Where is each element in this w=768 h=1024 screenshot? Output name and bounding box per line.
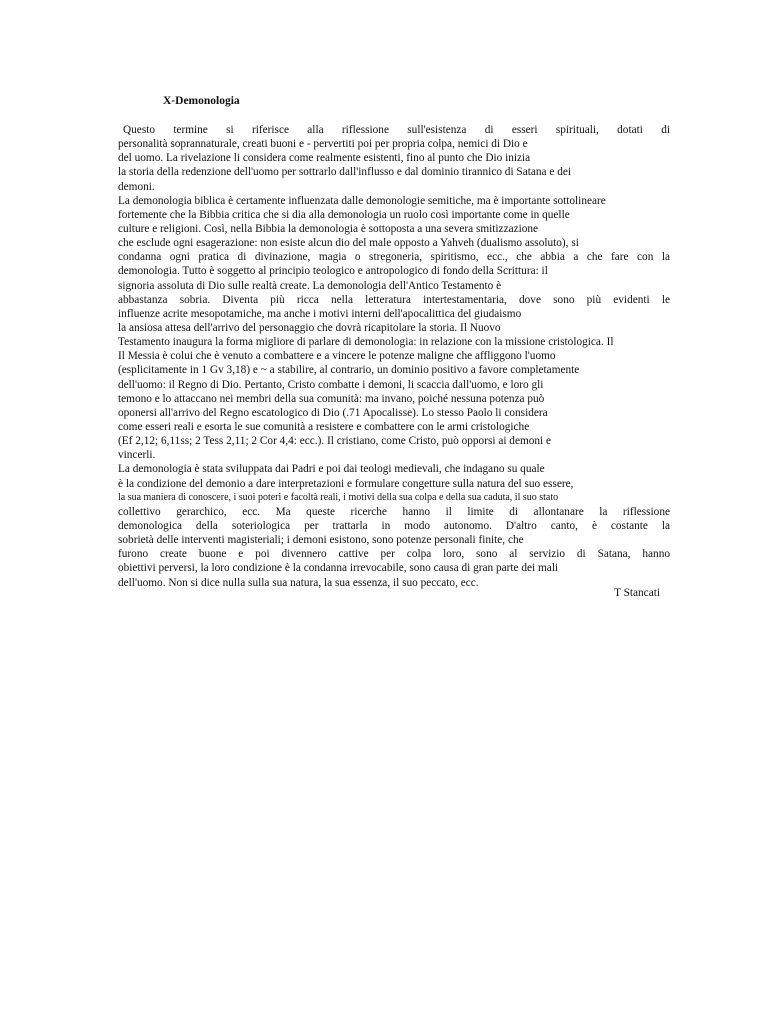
document-title: X-Demonologia <box>163 95 240 107</box>
text-line: La demonologia biblica è certamente influenzata dalle demonologie semitiche, ma è importante sottolineare <box>118 194 606 207</box>
text-line: collettivo gerarchico, ecc. Ma queste ricerche hanno il limite di allontanare la riflessione <box>118 505 670 518</box>
text-line: culture e religioni. Così, nella Bibbia la demonologia è sottoposta a una severa smitizzazione <box>118 222 539 235</box>
text-line: Questo termine si riferisce alla riflessione sull'esistenza di esseri spirituali, dotati di <box>123 124 670 136</box>
text-line: che esclude ogni esagerazione: non esiste alcun dio del male opposto a Yahveh (dualismo assoluto), si <box>118 237 579 250</box>
text-line: sobrietà delle interventi magisteriali; i demoni esistono, sono potenze personali finite, che <box>118 534 524 547</box>
text-line: demoni. <box>118 180 155 193</box>
text-line: furono create buone e poi divennero cattive per colpa loro, sono al servizio di Satana, hanno <box>118 548 670 561</box>
text-line: (Ef 2,12; 6,11ss; 2 Tess 2,11; 2 Cor 4,4: ecc.). Il cristiano, come Cristo, può opporsi ai demoni e <box>118 435 552 448</box>
text-line: temono e lo attaccano nei membri della sua comunità: ma invano, poiché nessuna potenza può <box>118 392 545 405</box>
text-line: abbastanza sobria. Diventa più ricca nella letteratura intertestamentaria, dove sono più evidenti le <box>118 293 670 306</box>
text-line: personalità soprannaturale, creati buoni e - pervertiti poi per propria colpa, nemici di Dio e <box>118 138 528 151</box>
text-line: del uomo. La rivelazione li considera come realmente esistenti, fino al punto che Dio inizia <box>118 152 531 165</box>
text-line: fortemente che la Bibbia critica che si dia alla demonologia un ruolo così importante come in quelle <box>118 208 570 221</box>
text-line: è la condizione del demonio a dare interpretazioni e formulare congetture sulla natura del suo essere, <box>118 477 574 490</box>
text-line: signoria assoluta di Dio sulle realtà create. La demonologia dell'Antico Testamento è <box>118 279 502 292</box>
text-line: dell'uomo: il Regno di Dio. Pertanto, Cristo combatte i demoni, li scaccia dall'uomo, e loro gli <box>118 378 544 391</box>
text-line: vincerli. <box>118 449 156 462</box>
text-line: demonologia. Tutto è soggetto al principio teologico e antropologico di fondo della Scrittura: il <box>118 265 548 278</box>
text-line: obiettivi perversi, la loro condizione è la condanna irrevocabile, sono causa di gran parte dei mali <box>118 562 559 575</box>
text-line: Il Messia è colui che è venuto a combattere e a vincere le potenze maligne che affliggono l'uomo <box>118 350 556 363</box>
text-line: la storia della redenzione dell'uomo per sottrarlo dall'influsso e dal dominio tirannico di Satana e dei <box>118 166 571 179</box>
text-line: dell'uomo. Non si dice nulla sulla sua natura, la sua essenza, il suo peccato, ecc. <box>118 576 479 589</box>
text-line: (esplicitamente in 1 Gv 3,18) e ~ a stabilire, al contrario, un dominio positivo a favore completamente <box>118 364 580 377</box>
text-line: condanna ogni pratica di divinazione, magia o stregoneria, spiritismo, ecc., che abbia a che fare con la <box>118 251 670 264</box>
text-line: demonologica della soteriologica per trattarla in modo autonomo. D'altro canto, è costante la <box>118 519 670 532</box>
text-line: la sua maniera di conoscere, i suoi poteri e facoltà reali, i motivi della sua colpa e della sua caduta, il suo stato <box>118 491 559 503</box>
text-line: oponersi all'arrivo del Regno escatologico di Dio (.71 Apocalisse). Lo stesso Paolo li considera <box>118 406 548 419</box>
text-line: Testamento inaugura la forma migliore di parlare di demonologia: in relazione con la missione cristologica. Il <box>118 336 614 349</box>
text-line: La demonologia è stata sviluppata dai Padri e poi dai teologi medievali, che indagano su quale <box>118 463 545 476</box>
text-line: come esseri reali e esorta le sue comunità a resistere e combattere con le armi cristologiche <box>118 420 530 433</box>
document-body <box>118 123 670 590</box>
text-line: la ansiosa attesa dell'arrivo del personaggio che dovrà ricapitolare la storia. Il Nuovo <box>118 321 501 334</box>
text-line: influenze acrite mesopotamiche, ma anche i motivi interni dell'apocalittica del giudaismo <box>118 307 522 320</box>
author-signature: T Stancati <box>614 587 660 599</box>
